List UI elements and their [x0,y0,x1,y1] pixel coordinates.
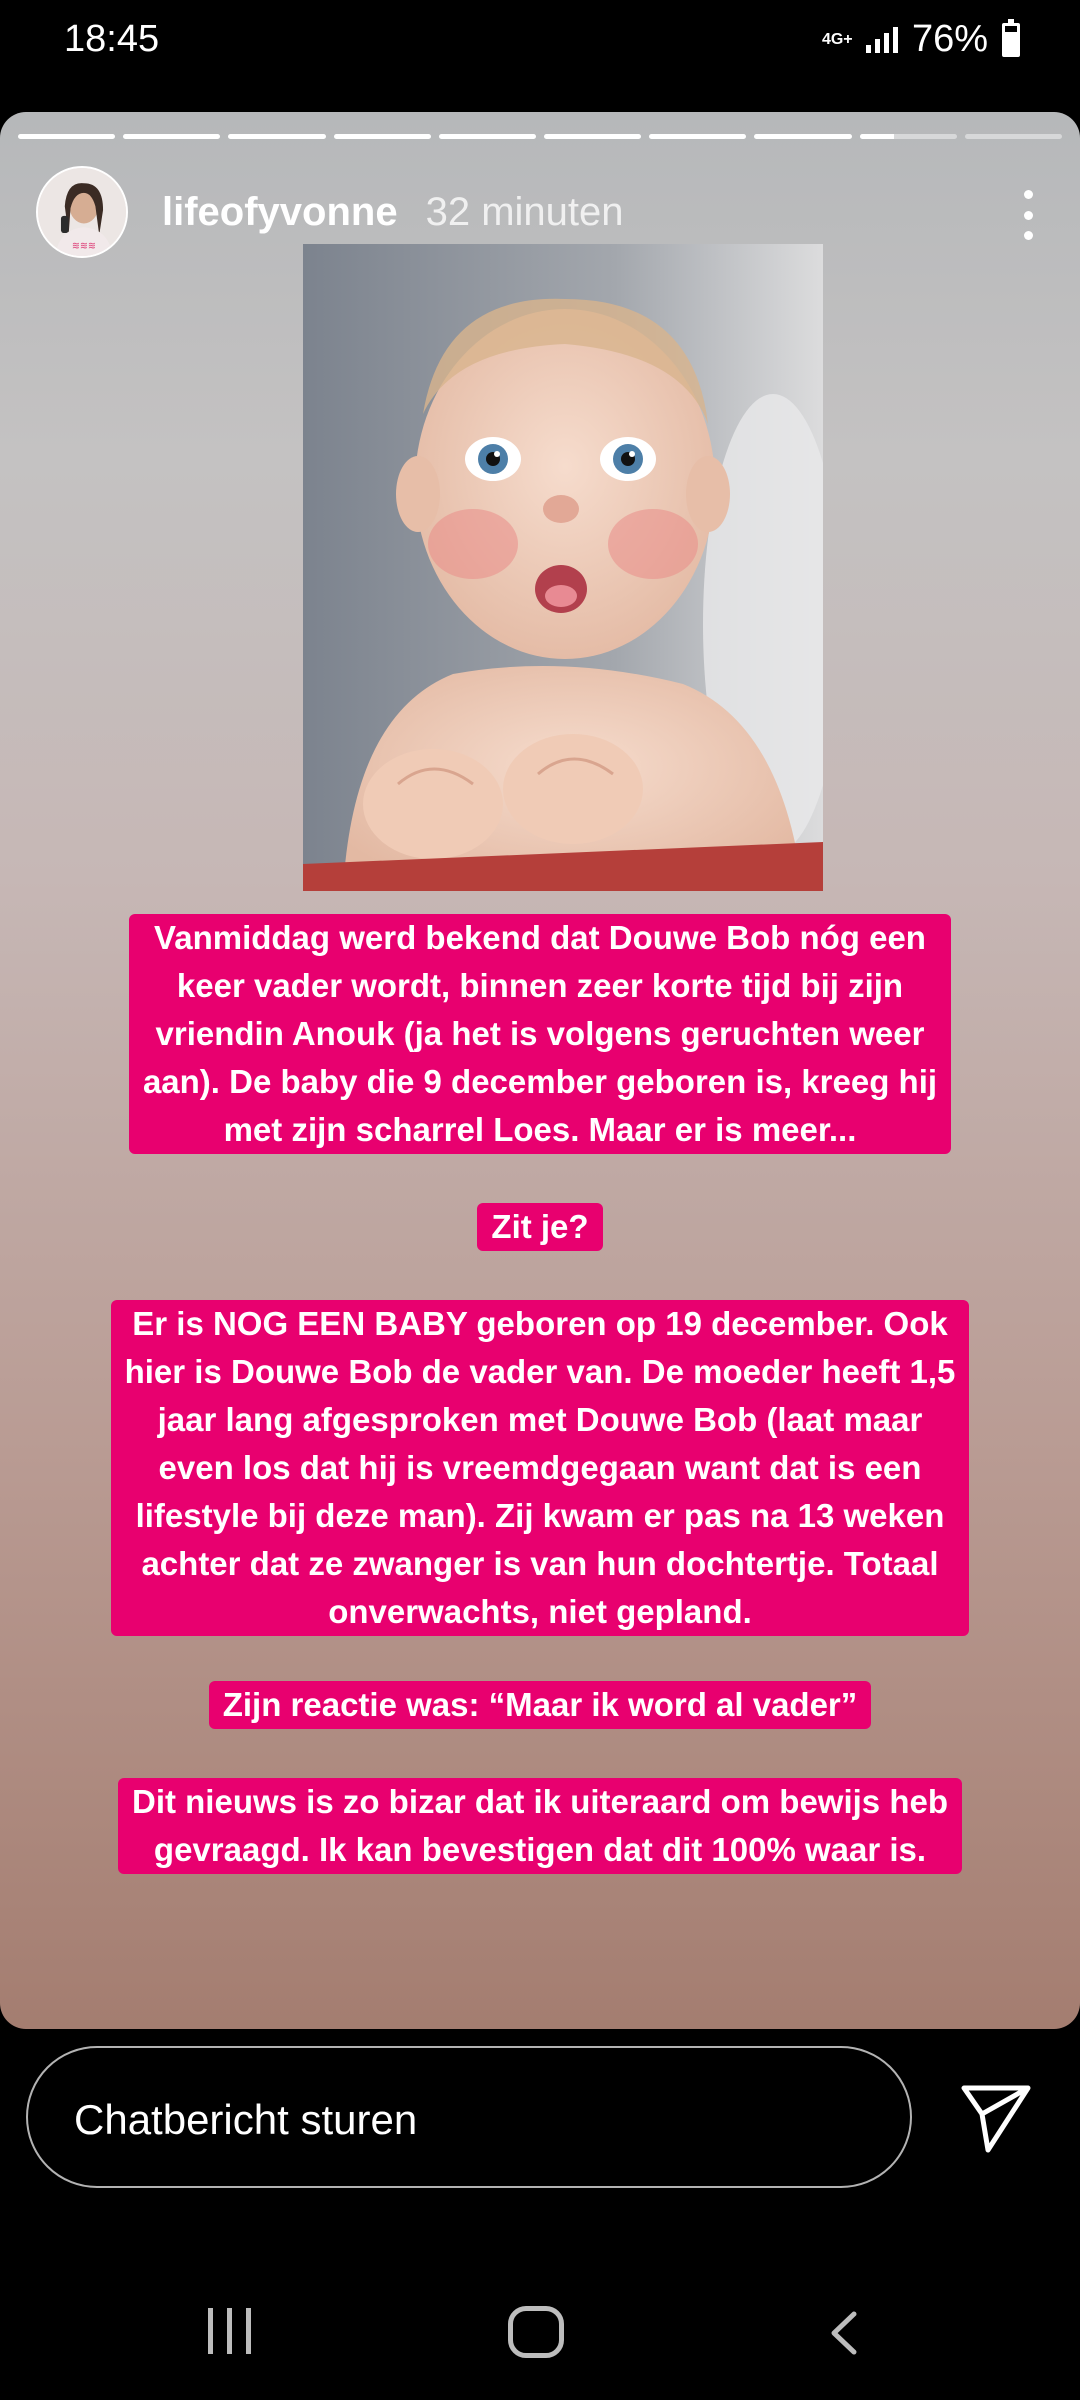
battery-percentage: 76% [911,18,988,60]
sticker-line: even los dat hij is vreemdgegaan want dat is een [158,1449,922,1486]
sticker-line: jaar lang afgesproken met Douwe Bob (laat maar [157,1401,923,1438]
signal-icon [866,27,898,53]
sticker-line: hier is Douwe Bob de vader van. De moeder heeft 1,5 [124,1353,956,1390]
sticker-line: gevraagd. Ik kan bevestigen dat dit 100% waar is. [153,1831,927,1868]
progress-segment [334,134,431,139]
progress-segment [965,134,1062,139]
sticker-line: achter dat ze zwanger is van hun dochtertje. Totaal [141,1545,939,1582]
sticker-line: lifestyle bij deze man). Zij kwam er pas na 13 weken [135,1497,945,1534]
sticker-line: aan). De baby die 9 december geboren is, kreeg hij [142,1063,938,1100]
chat-placeholder: Chatbericht sturen [74,2096,418,2143]
progress-segment [544,134,641,139]
sticker-line: Zijn reactie was: “Maar ik word al vader” [222,1686,858,1723]
progress-segment [754,134,851,139]
status-bar [0,0,1080,100]
home-icon[interactable] [508,2306,564,2358]
progress-segment [123,134,220,139]
sticker-line: Dit nieuws is zo bizar dat ik uiteraard om bewijs heb [131,1783,948,1820]
text-sticker [118,1778,962,1874]
sticker-line: Vanmiddag werd bekend dat Douwe Bob nóg een [154,919,926,956]
progress-segment [18,134,115,139]
status-indicators [822,18,1020,61]
progress-segment [860,134,957,139]
sticker-line: met zijn scharrel Loes. Maar er is meer... [223,1111,857,1148]
chat-message-input[interactable] [26,2046,912,2188]
battery-icon [1002,23,1020,57]
more-options-icon[interactable] [1010,190,1046,240]
avatar[interactable] [36,166,128,258]
progress-segment [649,134,746,139]
text-sticker [129,914,951,1154]
status-time: 18:45 [64,18,160,60]
recent-apps-icon[interactable] [208,2308,251,2354]
progress-segment [439,134,536,139]
network-type: 4G+ [821,30,853,48]
story-viewer[interactable] [0,112,1080,2029]
send-icon[interactable] [958,2080,1034,2156]
text-sticker [477,1203,602,1251]
sticker-line: Er is NOG EEN BABY geboren op 19 december. Ook [132,1305,948,1342]
progress-segment [228,134,325,139]
sticker-line: keer vader wordt, binnen zeer korte tijd bij zijn [176,967,904,1004]
back-icon[interactable] [822,2308,868,2358]
text-sticker-3-wrap [0,1300,1080,1636]
sticker-line: Zit je? [491,1208,589,1245]
text-sticker-4-wrap [0,1681,1080,1729]
text-sticker-5-wrap [0,1778,1080,1874]
text-sticker [209,1681,872,1729]
sticker-line: vriendin Anouk (ja het is volgens geruchten weer [155,1015,925,1052]
text-sticker-1-wrap [0,914,1080,1154]
text-sticker-2-wrap [0,1203,1080,1251]
sticker-line: onverwachts, niet gepland. [328,1593,752,1630]
story-image [303,244,823,891]
svg-text:≋≋≋: ≋≋≋ [71,240,96,252]
system-navigation-bar [0,2270,1080,2400]
story-username[interactable]: lifeofyvonne [162,189,398,234]
text-sticker [111,1300,970,1636]
story-progress-bar [18,134,1062,139]
story-timestamp: 32 minuten [425,189,624,234]
